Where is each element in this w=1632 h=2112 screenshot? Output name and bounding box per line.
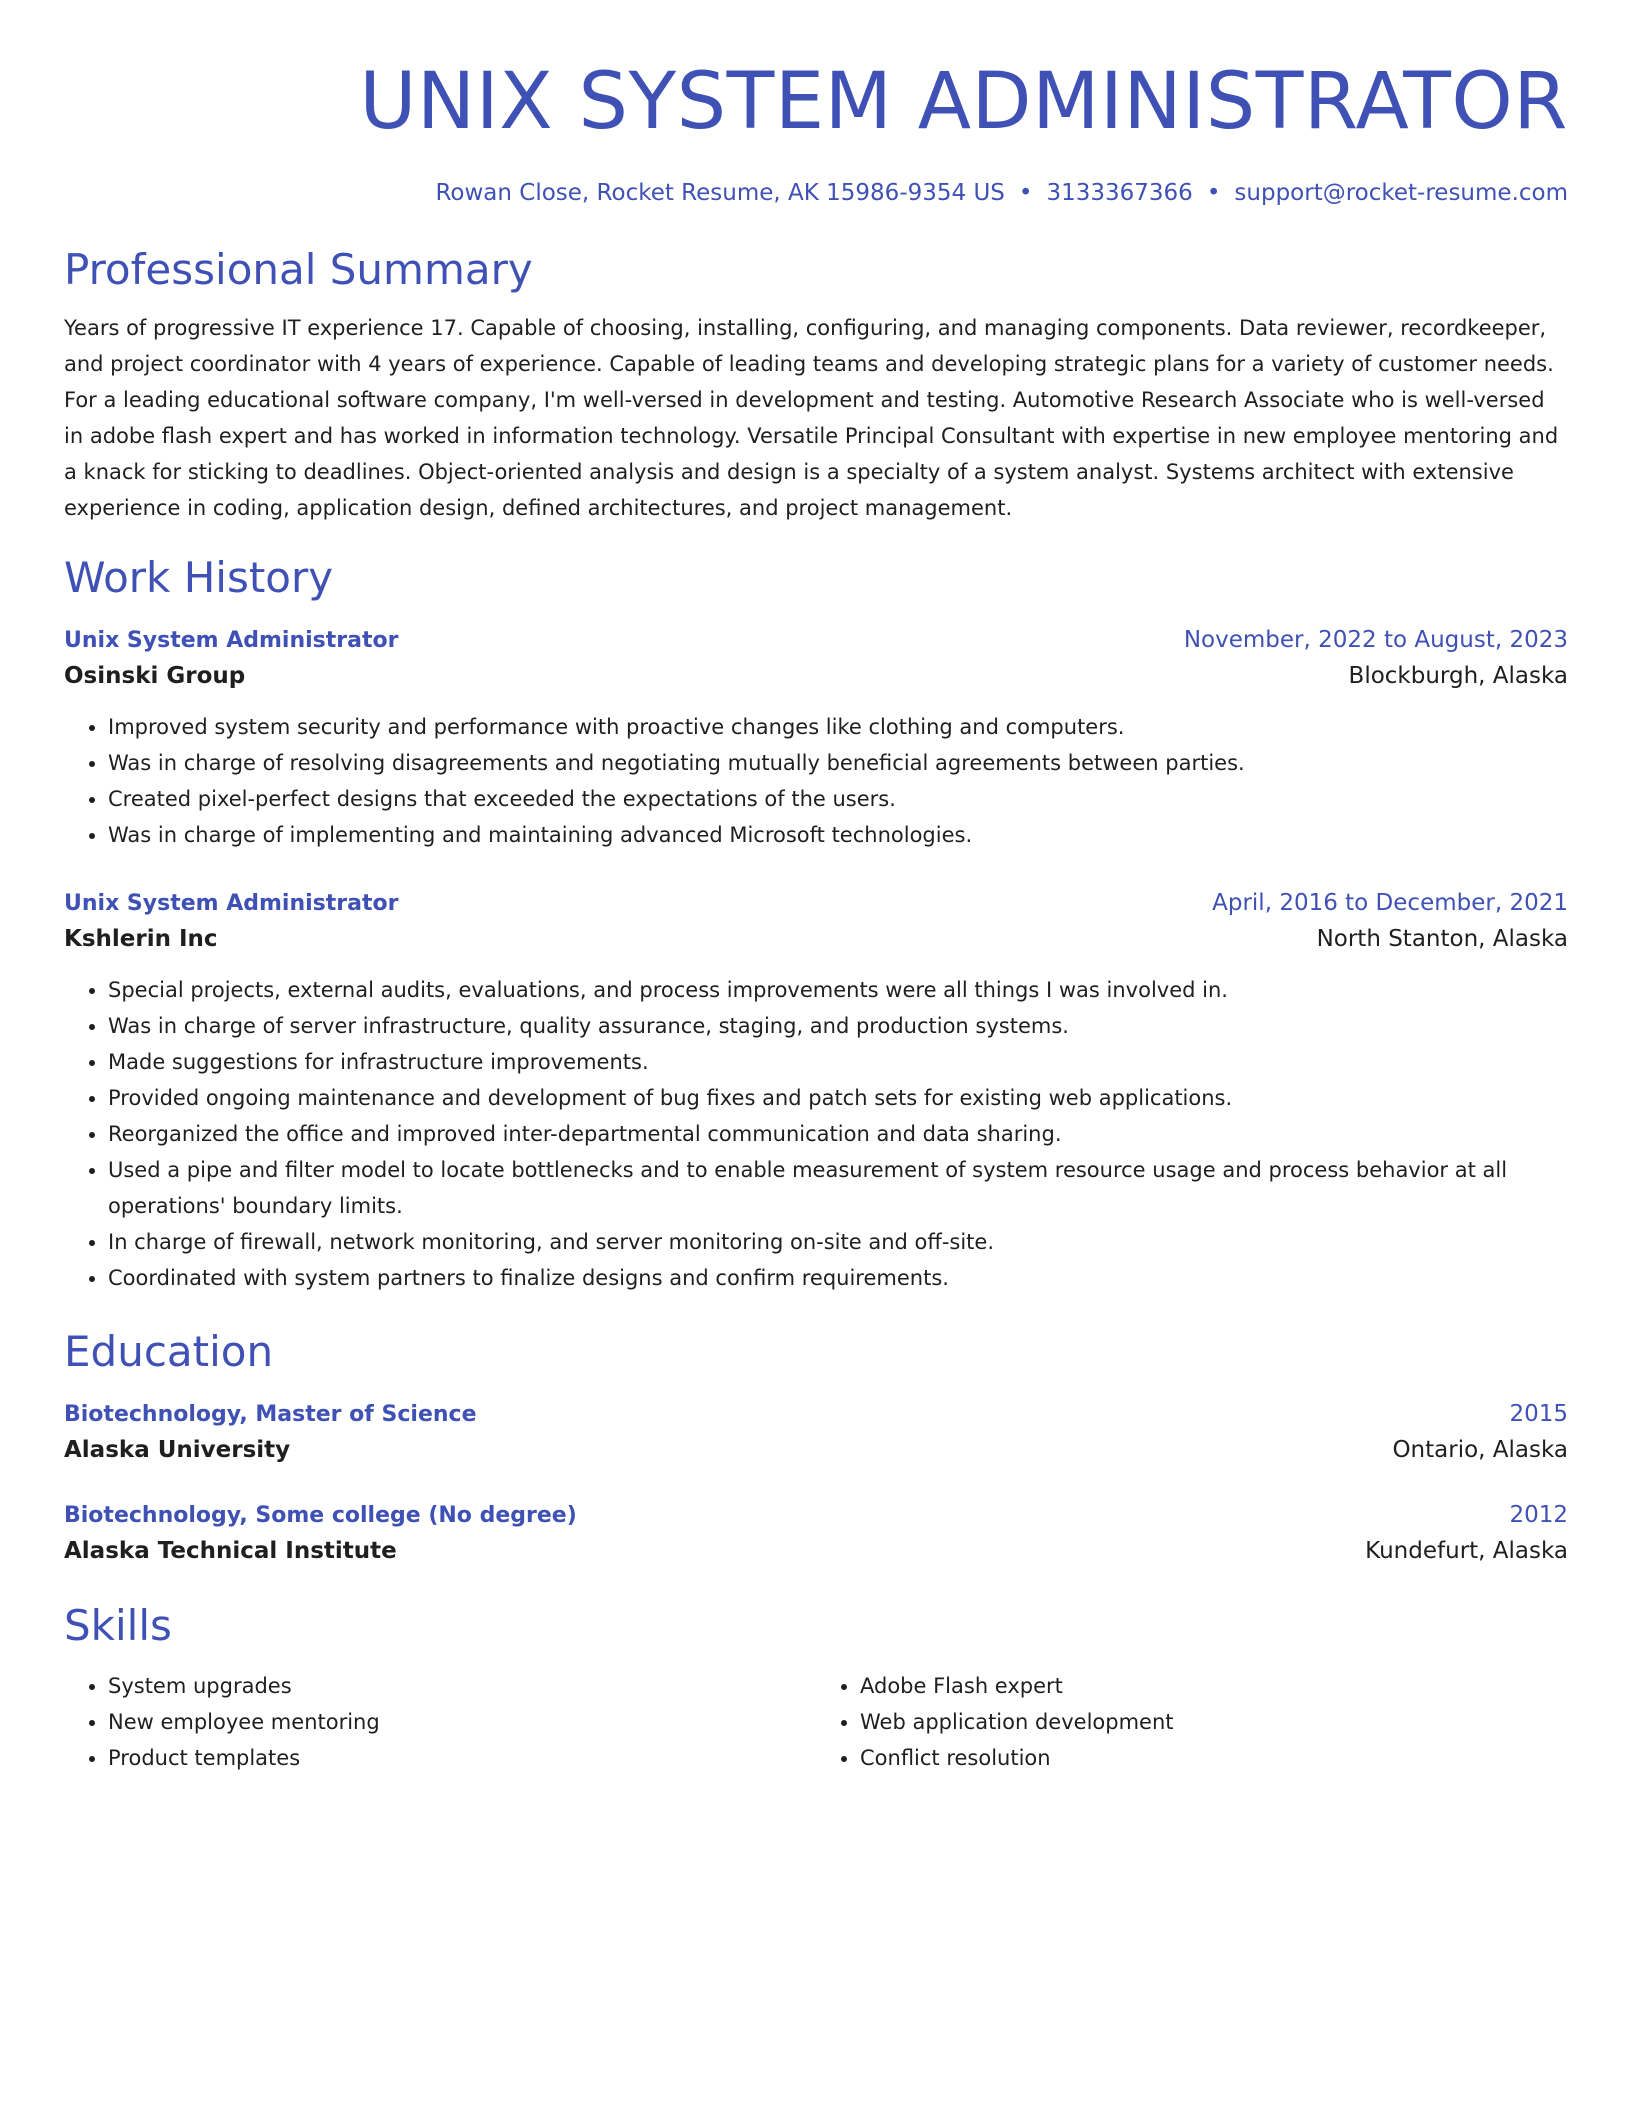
education-location: Ontario, Alaska [1392, 1437, 1568, 1463]
job-bullet: • Made suggestions for infrastructure improvements. [108, 1044, 1568, 1080]
education-year: 2015 [1509, 1401, 1568, 1427]
job-dates: April, 2016 to December, 2021 [1212, 890, 1568, 916]
summary-text: Years of progressive IT experience 17. Capable of choosing, installing, configuring, and managing components. Data reviewer, recordkeeper, and project coordinator with 4 years of experience. Capable of leading teams and developing strategic plans for a variety of customer needs. For a leading educational software company, I'm well-versed in development and testing. Automotive Research Associate who is well-versed in adobe flash expert and has worked in information technology. Versatile Principal Consultant with expertise in new employee mentoring and a knack for sticking to deadlines. Object-oriented analysis and design is a specialty of a system analyst. Systems architect with extensive experience in coding, application design, defined architectures, and project management. [64, 316, 1559, 520]
job-bullet: • Was in charge of server infrastructure, quality assurance, staging, and production systems. [108, 1008, 1568, 1044]
job-role: Unix System Administrator [64, 628, 399, 653]
candidate-title: UNIX SYSTEM ADMINISTRATOR [359, 57, 1568, 147]
education-entry [64, 1499, 1568, 1570]
education-entry [64, 1398, 1568, 1469]
job-company: Osinski Group [64, 663, 246, 689]
job-bullet: • Was in charge of implementing and maintaining advanced Microsoft technologies. [108, 817, 1568, 853]
education-location: Kundefurt, Alaska [1365, 1538, 1568, 1564]
skills-column-left [64, 1668, 816, 1776]
contact-email: support@rocket-resume.com [1234, 180, 1568, 206]
job-entry [64, 887, 1568, 1296]
skill-item: • System upgrades [108, 1668, 816, 1704]
job-bullets [64, 709, 1568, 853]
job-dates: November, 2022 to August, 2023 [1183, 627, 1568, 653]
contact-phone: 3133367366 [1046, 180, 1193, 206]
skills-column-right [816, 1668, 1568, 1776]
job-bullet: • Created pixel-perfect designs that exceeded the expectations of the users. [108, 781, 1568, 817]
contact-separator: • [1018, 180, 1033, 206]
job-bullet: • Provided ongoing maintenance and development of bug fixes and patch sets for existing web applications. [108, 1080, 1568, 1116]
education-degree: Biotechnology, Some college (No degree) [64, 1503, 577, 1528]
education-degree: Biotechnology, Master of Science [64, 1402, 477, 1427]
job-role: Unix System Administrator [64, 891, 399, 916]
job-bullets [64, 972, 1568, 1296]
education-year: 2012 [1509, 1502, 1568, 1528]
skill-item: • Adobe Flash expert [860, 1668, 1568, 1704]
contact-separator: • [1206, 180, 1221, 206]
job-location: Blockburgh, Alaska [1348, 663, 1568, 689]
job-bullet: • Reorganized the office and improved inter-departmental communication and data sharing. [108, 1116, 1568, 1152]
summary-heading: Professional Summary [64, 245, 533, 294]
skill-item: • Web application development [860, 1704, 1568, 1740]
job-company: Kshlerin Inc [64, 926, 218, 952]
contact-line [64, 178, 1568, 208]
job-bullet: • Improved system security and performance with proactive changes like clothing and computers. [108, 709, 1568, 745]
job-location: North Stanton, Alaska [1316, 926, 1568, 952]
contact-address: Rowan Close, Rocket Resume, AK 15986-9354 US [435, 180, 1005, 206]
skill-item: • Product templates [108, 1740, 816, 1776]
job-bullet: • Special projects, external audits, evaluations, and process improvements were all things I was involved in. [108, 972, 1568, 1008]
skill-item: • Conflict resolution [860, 1740, 1568, 1776]
job-bullet: • Coordinated with system partners to finalize designs and confirm requirements. [108, 1260, 1568, 1296]
skill-item: • New employee mentoring [108, 1704, 816, 1740]
education-heading: Education [64, 1327, 274, 1376]
education-school: Alaska Technical Institute [64, 1538, 397, 1564]
resume-header [64, 56, 1568, 208]
skills-list [64, 1668, 1568, 1776]
job-bullet: • In charge of firewall, network monitoring, and server monitoring on-site and off-site. [108, 1224, 1568, 1260]
education-school: Alaska University [64, 1437, 291, 1463]
job-bullet: • Used a pipe and filter model to locate bottlenecks and to enable measurement of system resource usage and process behavior at all operations' boundary limits. [108, 1152, 1568, 1224]
work-history-heading: Work History [64, 553, 334, 602]
skills-heading: Skills [64, 1601, 172, 1650]
job-bullet: • Was in charge of resolving disagreements and negotiating mutually beneficial agreements between parties. [108, 745, 1568, 781]
job-entry [64, 624, 1568, 853]
